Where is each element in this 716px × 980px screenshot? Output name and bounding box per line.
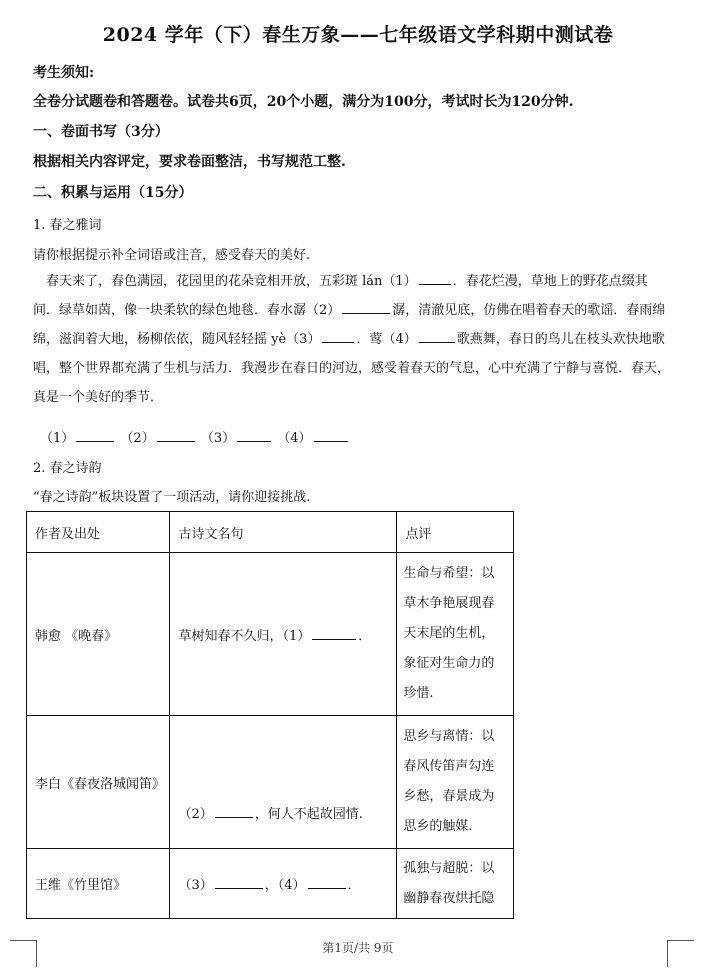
- row2-line: [170, 716, 397, 849]
- q2-instruction: “春之诗韵”板块设置了一项活动，请你迎接挑战.: [33, 490, 311, 505]
- q1-number: 1. 春之雅词: [33, 218, 102, 233]
- q1-instruction: 请你根据提示补全词语或注音，感受春天的美好.: [33, 248, 311, 263]
- row3-author: 王维《竹里馆》: [27, 849, 170, 919]
- answer-label-1: （1）: [40, 431, 75, 446]
- q2-number: 2. 春之诗韵: [33, 461, 102, 476]
- row1-line: [170, 553, 397, 716]
- header-author: 作者及出处: [27, 512, 170, 553]
- row3-line: [170, 849, 397, 919]
- answer-label-3: （3）: [200, 431, 236, 446]
- page-title: 2024 学年（下）春生万象——七年级语文学科期中测试卷: [102, 24, 614, 46]
- q1-passage-part3: 潺，清澈见底，仿佛在唱着春天的歌谣．春雨绵绵，滋润着大地，杨柳依依，随风轻轻摇 yè（3）: [33, 303, 666, 347]
- table-row: [27, 553, 514, 716]
- blank-4[interactable]: [419, 328, 455, 343]
- row3-blank-4[interactable]: [308, 874, 346, 889]
- blank-1[interactable]: [419, 270, 451, 285]
- section1-text: 根据相关内容评定，要求卷面整洁，书写规范工整.: [33, 154, 346, 170]
- header-review: 点评: [397, 512, 514, 553]
- section1-heading: 一、卷面书写（3分）: [33, 124, 169, 140]
- row1-review: 生命与希望：以草木争艳展现春天末尾的生机，象征对生命力的珍惜.: [397, 553, 514, 716]
- answer-label-4: （4）: [277, 431, 312, 446]
- blank-3[interactable]: [322, 328, 354, 343]
- q1-passage-part4: ．莺（4）: [356, 332, 417, 347]
- table-header-row: [27, 512, 514, 553]
- q1-passage: [33, 267, 673, 412]
- q1-passage-part5: 歌燕舞，春日的鸟儿在枝头欢快地歌唱，整个世界都充满了生机与活力．我漫步在春日的河边，感受着春天的气息，心中充满了宁静与喜悦．春天，真是一个美好的季节．: [33, 332, 671, 405]
- q1-passage-part1: 春天来了，春色满园，花园里的花朵竞相开放，五彩斑 lán（1）: [46, 274, 417, 289]
- answer-blank-3[interactable]: [237, 427, 271, 442]
- row3-line-a: （3）: [178, 878, 213, 893]
- row2-review: 思乡与离情：以春风传笛声勾连乡愁，春景成为思乡的触媒.: [397, 716, 514, 849]
- notice-text: 全卷分试题卷和答题卷。试卷共6页，20个小题，满分为100分，考试时长为120分钟.: [33, 94, 574, 110]
- table-row: [27, 716, 514, 849]
- row2-line-b: ，何人不起故园情.: [254, 806, 363, 822]
- q1-passage-part2: ．春花烂漫，草地上的野花点缀其间．绿草如茵，像一块柔软的绿色地毯．春水潺（2）: [33, 274, 648, 318]
- row3-review: 孤独与超脱：以幽静春夜烘托隐: [397, 849, 514, 919]
- notice-heading: 考生须知:: [33, 65, 95, 81]
- row3-line-b: ，（4）: [264, 878, 306, 893]
- row2-blank-2[interactable]: [215, 803, 253, 818]
- row1-author: 韩愈 《晚春》: [27, 553, 170, 716]
- row1-line-b: ．: [358, 628, 372, 644]
- blank-2[interactable]: [342, 299, 390, 314]
- q1-answer-row: [40, 427, 350, 446]
- table-row: [27, 849, 514, 919]
- header-line: 古诗文名句: [170, 512, 397, 553]
- row2-line-a: （2）: [178, 806, 213, 822]
- section2-heading: 二、积累与运用（15分）: [33, 185, 193, 201]
- page-footer: 第1页/共 9页: [322, 941, 394, 955]
- poem-table: [26, 511, 514, 919]
- answer-blank-4[interactable]: [314, 427, 348, 442]
- row2-author: 李白《春夜洛城闻笛》: [27, 716, 170, 849]
- answer-blank-2[interactable]: [157, 427, 195, 442]
- row3-line-c: ．: [347, 878, 361, 893]
- row1-line-a: 草树知春不久归，（1）: [178, 628, 311, 644]
- row1-blank-1[interactable]: [312, 625, 356, 640]
- answer-blank-1[interactable]: [76, 427, 114, 442]
- row3-blank-3[interactable]: [215, 874, 263, 889]
- answer-label-2: （2）: [120, 431, 155, 446]
